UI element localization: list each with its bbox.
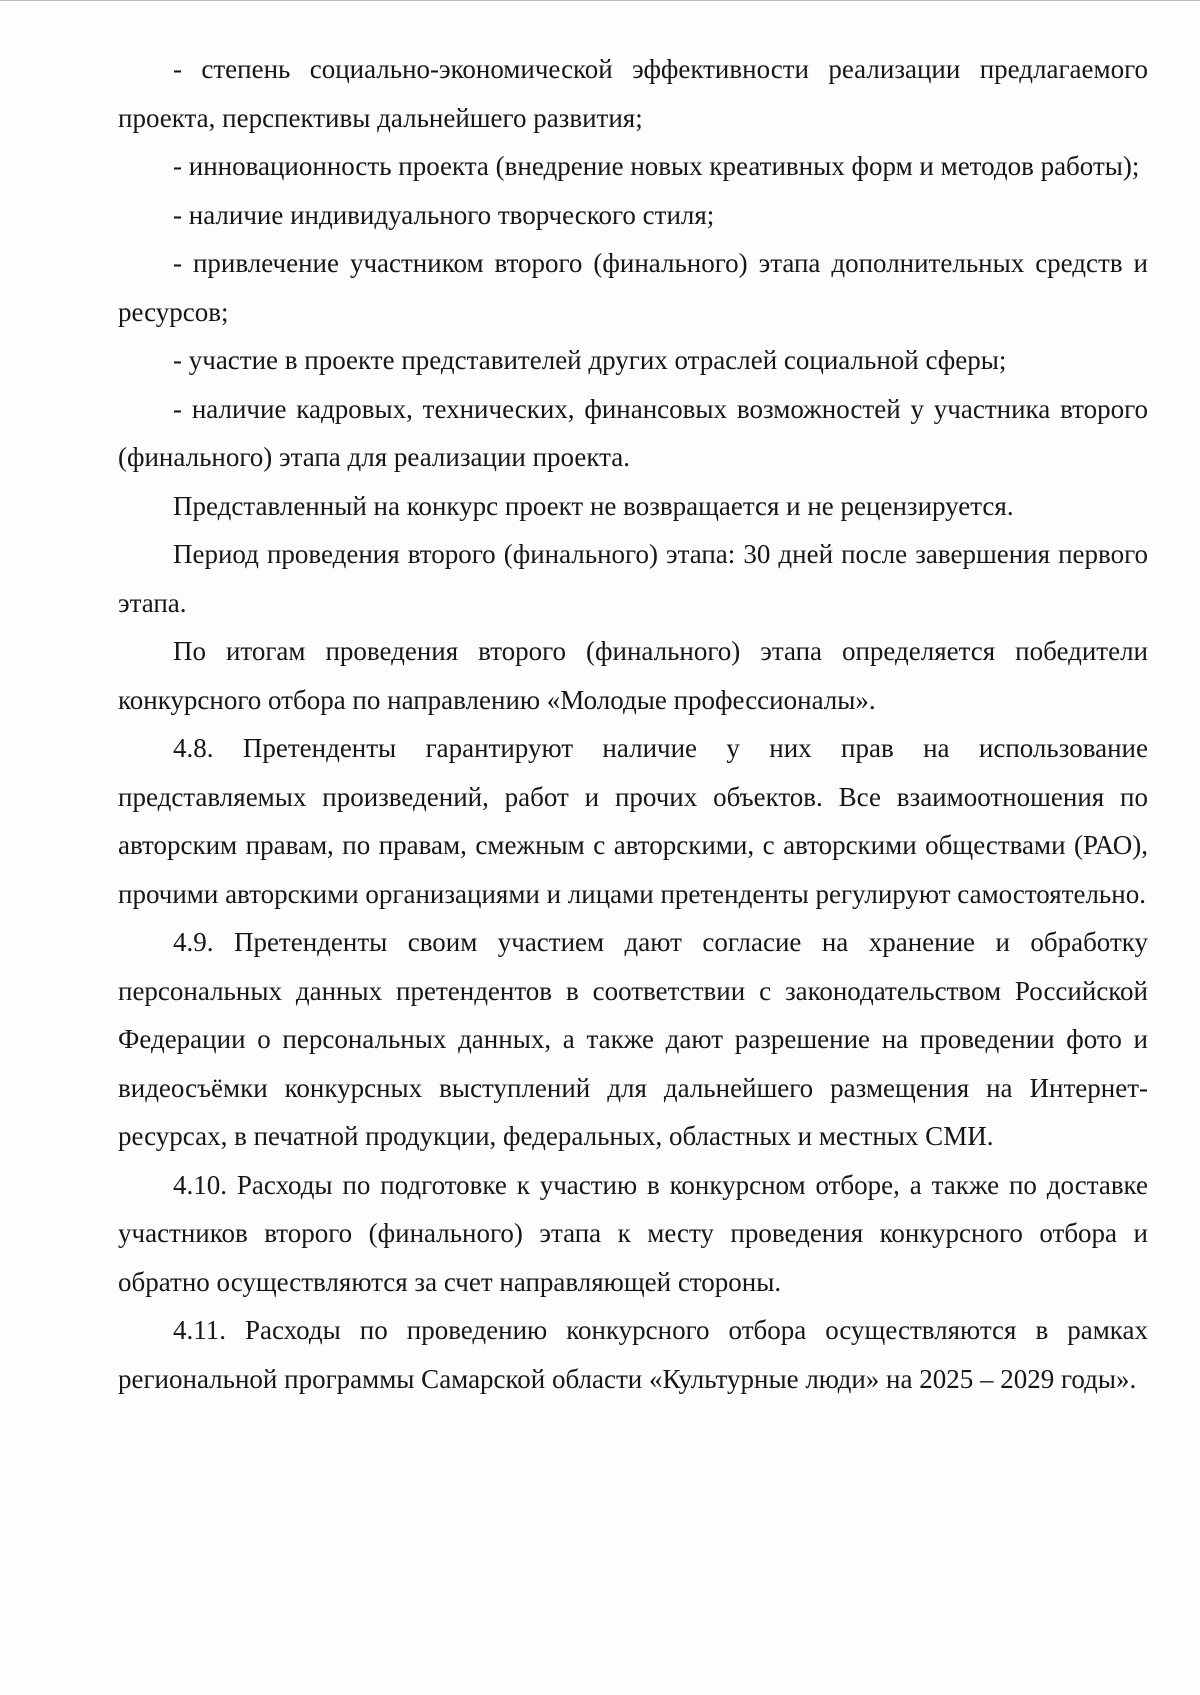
criterion-other-sectors: - участие в проекте представителей других отраслей социальной сферы; xyxy=(173,345,1007,375)
paragraph-project-not-returned: Представленный на конкурс проект не возвращается и не рецензируется. xyxy=(173,490,1014,521)
clause-4-8: 4.8. Претенденты гарантируют наличие у них прав на использование представляемых произведений, работ и прочих объектов. Все взаимоотношения по авторским правам, по правам, смежным с авторскими, с авторскими обществами (РАО), прочими авторскими организациями и лицами претенденты регулируют самостоятельно. xyxy=(118,733,1148,909)
clause-4-11: 4.11. Расходы по проведению конкурсного отбора осуществляются в рамках региональной программы Самарской области «Культурные люди» на 2025 – 2029 годы». xyxy=(118,1315,1148,1394)
criterion-socio-economic-efficiency: - степень социально-экономической эффективности реализации предлагаемого проекта, перспективы дальнейшего развития; xyxy=(118,54,1148,133)
criterion-additional-resources: - привлечение участником второго (финального) этапа дополнительных средств и ресурсов; xyxy=(118,248,1148,327)
criterion-innovation: - инновационность проекта (внедрение новых креативных форм и методов работы); xyxy=(173,151,1140,181)
criterion-capabilities: - наличие кадровых, технических, финансовых возможностей у участника второго (финального) этапа для реализации проекта. xyxy=(118,393,1148,472)
clause-4-9: 4.9. Претенденты своим участием дают согласие на хранение и обработку персональных данных претендентов в соответствии с законодательством Российской Федерации о персональных данных, а также дают разрешение на проведении фото и видеосъёмки конкурсных выступлений для дальнейшего размещения на Интернет-ресурсах, в печатной продукции, федеральных, областных и местных СМИ. xyxy=(118,927,1148,1151)
paragraph-second-stage-period: Период проведения второго (финального) этапа: 30 дней после завершения первого этапа. xyxy=(118,539,1148,618)
document-body xyxy=(118,45,1148,1403)
clause-4-10: 4.10. Расходы по подготовке к участию в конкурсном отборе, а также по доставке участников второго (финального) этапа к месту проведения конкурсного отбора и обратно осуществляются за счет направляющей стороны. xyxy=(118,1169,1148,1297)
criterion-creative-style: - наличие индивидуального творческого стиля; xyxy=(173,199,715,230)
paragraph-winners: По итогам проведения второго (финального) этапа определяется победители конкурсного отбора по направлению «Молодые профессионалы». xyxy=(118,636,1148,715)
